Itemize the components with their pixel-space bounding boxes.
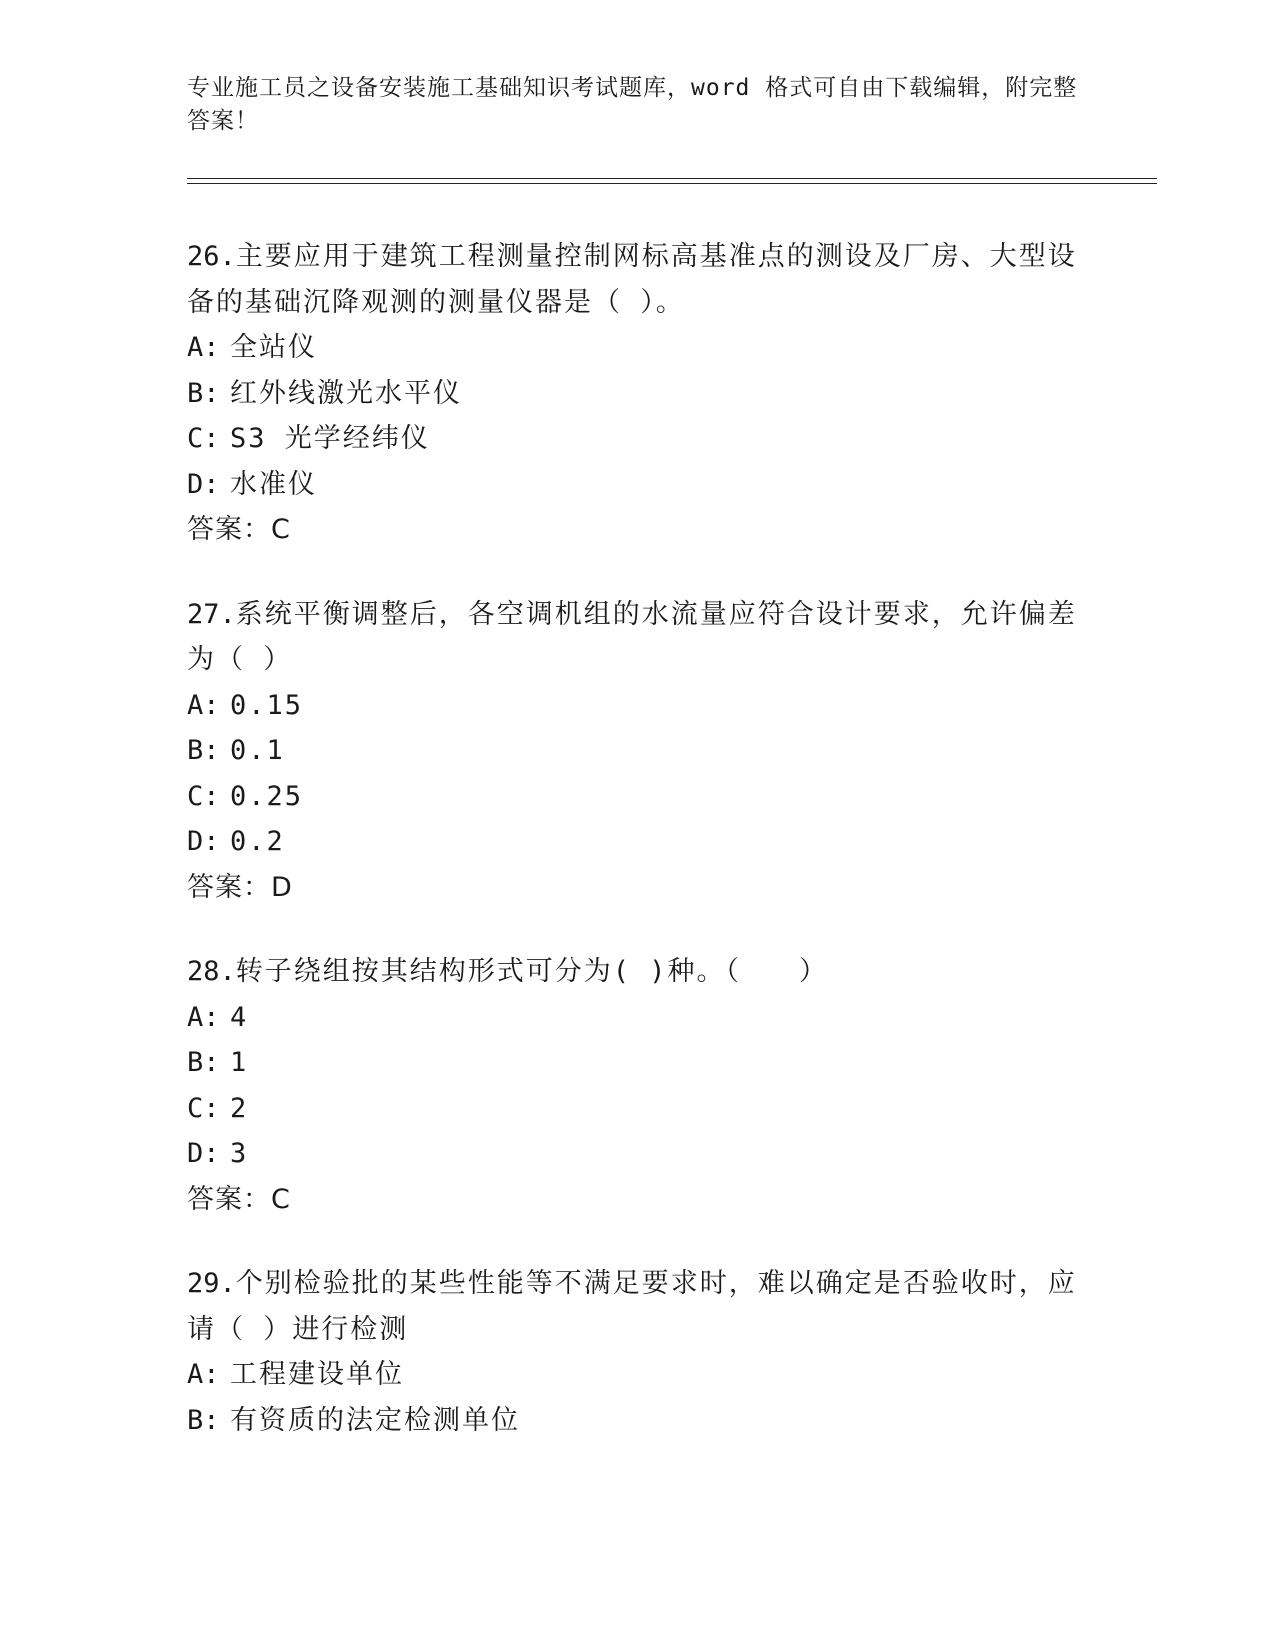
option-text: 0.1 <box>230 735 285 766</box>
question-26 <box>187 234 1087 553</box>
option-c <box>187 774 1087 820</box>
option-key: B: <box>187 735 220 766</box>
option-key: C: <box>187 423 220 454</box>
question-number: 27. <box>187 598 236 630</box>
question-text: 主要应用于建筑工程测量控制网标高基准点的测设及厂房、大型设备的基础沉降观测的测量仪器是（ ）。 <box>187 241 1077 318</box>
option-b <box>187 728 1087 774</box>
question-text: 转子绕组按其结构形式可分为( )种。（ ） <box>235 956 829 987</box>
question-29 <box>187 1261 1087 1443</box>
option-key: B: <box>187 1404 220 1436</box>
header-text: 专业施工员之设备安装施工基础知识考试题库，word 格式可自由下载编辑，附完整答案！ <box>187 75 1078 134</box>
option-c <box>187 1086 1087 1132</box>
question-stem <box>187 1261 1087 1352</box>
option-key: B: <box>187 1047 220 1078</box>
option-key: C: <box>187 1092 220 1124</box>
option-d <box>187 1131 1087 1177</box>
question-number: 26. <box>187 241 236 272</box>
question-number: 28. <box>187 956 236 987</box>
question-27 <box>187 592 1087 911</box>
header-divider-top <box>187 178 1157 179</box>
option-key: D: <box>187 468 220 500</box>
option-text: 全站仪 <box>230 332 317 363</box>
option-c <box>187 416 1087 462</box>
option-text: 红外线激光水平仪 <box>230 377 462 409</box>
option-text: 工程建设单位 <box>230 1359 404 1390</box>
option-text: 2 <box>230 1092 249 1124</box>
question-number: 29. <box>187 1268 236 1299</box>
question-text: 个别检验批的某些性能等不满足要求时，难以确定是否验收时，应请（ ）进行检测 <box>187 1268 1077 1345</box>
option-d <box>187 462 1087 508</box>
answer-line: 答案：C <box>187 1183 291 1215</box>
option-text: 4 <box>230 1001 249 1033</box>
option-d <box>187 819 1087 865</box>
option-key: A: <box>187 1001 220 1033</box>
option-text: 3 <box>230 1138 249 1169</box>
option-key: B: <box>187 377 220 409</box>
option-text: S3 光学经纬仪 <box>230 423 430 454</box>
option-key: D: <box>187 1138 220 1169</box>
option-b <box>187 1398 1087 1444</box>
option-a <box>187 1352 1087 1398</box>
option-key: C: <box>187 780 220 812</box>
question-text: 系统平衡调整后，各空调机组的水流量应符合设计要求，允许偏差为（ ） <box>187 598 1077 675</box>
option-key: A: <box>187 1359 220 1390</box>
option-b <box>187 1040 1087 1086</box>
document-header <box>187 72 1087 138</box>
question-stem <box>187 949 1087 995</box>
option-text: 0.2 <box>230 826 285 857</box>
option-key: D: <box>187 826 220 857</box>
question-stem <box>187 592 1087 683</box>
option-b <box>187 371 1087 417</box>
answer-line: 答案：D <box>187 871 293 903</box>
question-stem <box>187 234 1087 325</box>
option-key: A: <box>187 332 220 363</box>
header-divider-bottom <box>187 183 1157 184</box>
question-list <box>187 234 1087 1482</box>
option-text: 1 <box>230 1047 249 1078</box>
option-a <box>187 683 1087 729</box>
option-a <box>187 995 1087 1041</box>
answer-line: 答案：C <box>187 514 291 545</box>
option-text: 水准仪 <box>230 468 317 500</box>
question-28 <box>187 949 1087 1222</box>
option-text: 0.15 <box>230 689 304 721</box>
option-text: 有资质的法定检测单位 <box>230 1404 520 1436</box>
option-text: 0.25 <box>230 780 304 812</box>
option-key: A: <box>187 689 220 721</box>
option-a <box>187 325 1087 371</box>
